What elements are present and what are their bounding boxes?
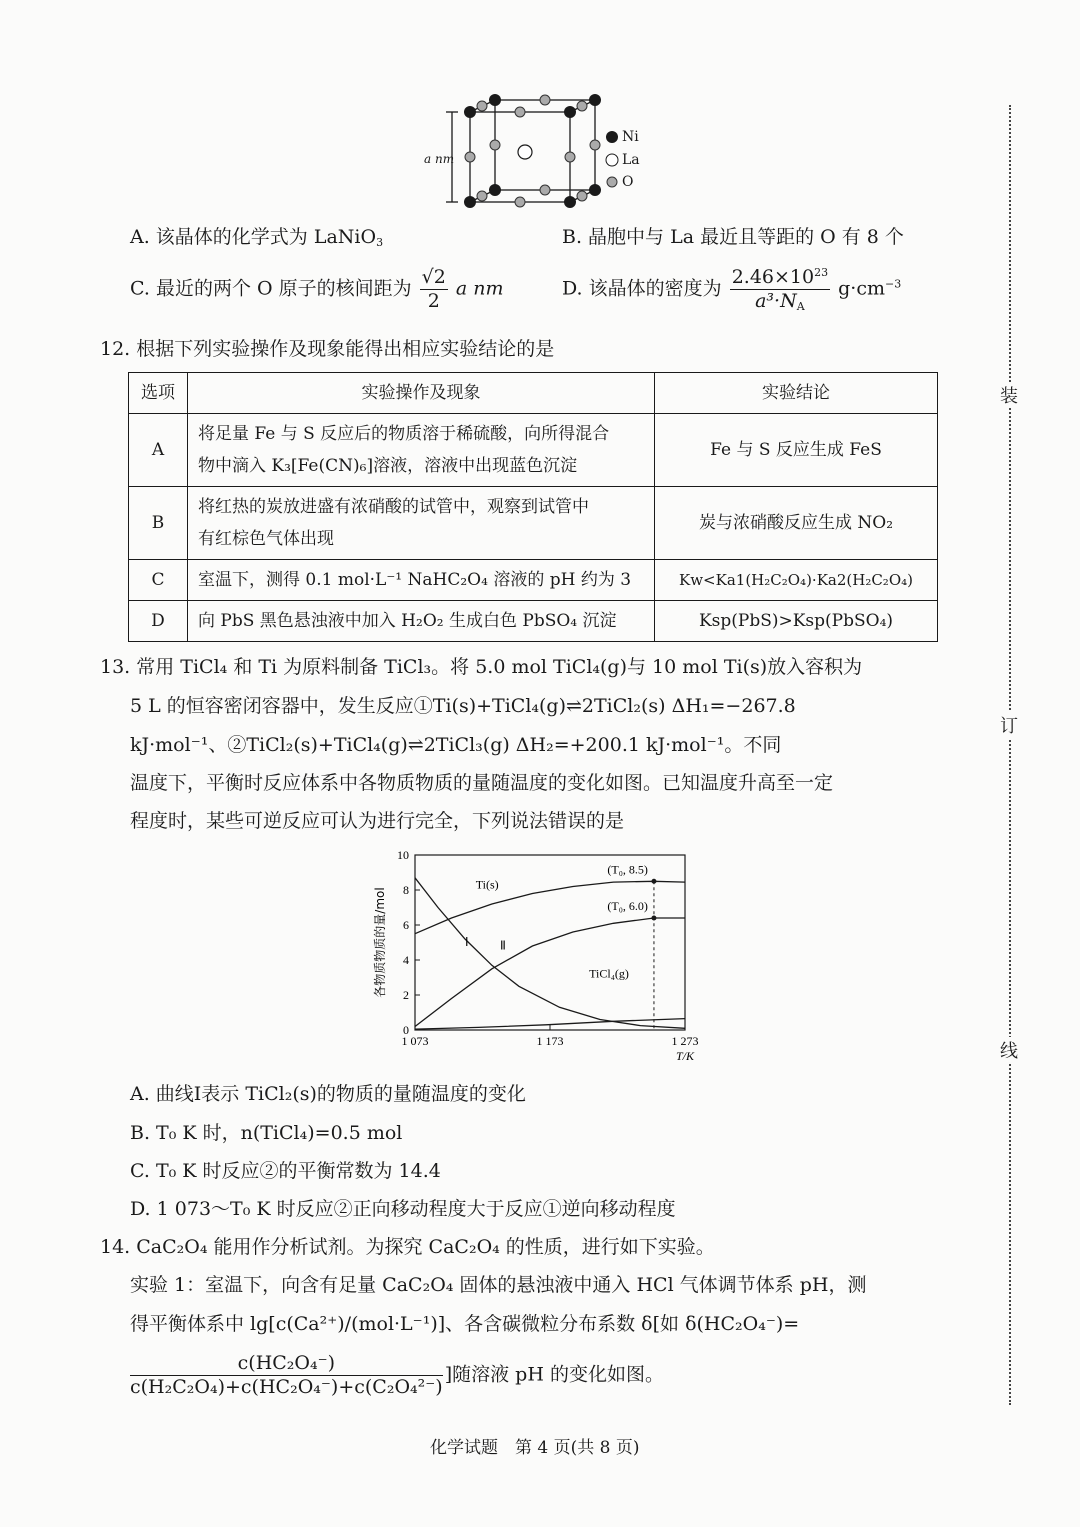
series-label-1: Ⅰ	[464, 935, 469, 949]
page-footer: 化学试题 第 4 页(共 8 页)	[430, 1438, 640, 1458]
row-b-option: B	[129, 487, 188, 560]
legend-o: O	[622, 174, 634, 190]
annotation-t0-8.5: (T₀, 8.5)	[607, 862, 648, 877]
y-tick-label: 8	[403, 883, 409, 897]
table-row	[129, 414, 938, 487]
y-tick-label: 0	[403, 1023, 409, 1037]
x-tick-label: 1 073	[401, 1034, 429, 1048]
q13-stem-line-5: 程度时，某些可逆反应可认为进行完全，下列说法错误的是	[130, 810, 625, 832]
row-c-option: C	[129, 560, 188, 601]
y-axis-label: 各物质物质的量/mol	[373, 887, 387, 998]
row-c-operation: 室温下，测得 0.1 mol·L⁻¹ NaHC₂O₄ 溶液的 pH 约为 3	[188, 560, 655, 601]
table-row	[129, 601, 938, 642]
binding-char-xian: 线	[1000, 1037, 1018, 1063]
legend-la: La	[622, 152, 640, 168]
row-b-conclusion: 炭与浓硝酸反应生成 NO₂	[655, 487, 938, 560]
q13-stem-line-1: 13. 常用 TiCl₄ 和 Ti 为原料制备 TiCl₃。将 5.0 mol TiCl₄(g)与 10 mol Ti(s)放入容积为	[100, 656, 863, 678]
q13-stem-line-4: 温度下，平衡时反应体系中各物质物质的量随温度的变化如图。已知温度升高至一定	[130, 772, 834, 794]
binding-dotted-line	[1009, 105, 1011, 1405]
q13-option-d: D. 1 073～T₀ K 时反应②正向移动程度大于反应①逆向移动程度	[130, 1198, 676, 1220]
row-d-option: D	[129, 601, 188, 642]
annotation-t0-6.0: (T₀, 6.0)	[607, 899, 648, 913]
q13-chart	[360, 842, 720, 1072]
row-d-conclusion: Ksp(PbS)>Ksp(PbSO₄)	[655, 601, 938, 642]
q11-option-d: D. 该晶体的密度为 $\frac{2.46\times 10^{23}}{a^3\cdot N_A}$ $g\cdot cm^{-3}$	[562, 266, 902, 313]
series-label-0: Ti(s)	[475, 877, 499, 892]
row-a-operation: 将足量 Fe 与 S 反应后的物质溶于稀硫酸，向所得混合 物中滴入 K₃[Fe(CN)₆]溶液，溶液中出现蓝色沉淀	[188, 414, 655, 487]
q13-option-b: B. T₀ K 时，n(TiCl₄)=0.5 mol	[130, 1122, 403, 1144]
q11-option-a: A. 该晶体的化学式为 LaNiO$_3$	[130, 226, 384, 249]
q13-stem-line-2: 5 L 的恒容密闭容器中，发生反应①Ti(s)+TiCl₄(g)⇌2TiCl₂(s) ΔH₁=−267.8	[130, 695, 796, 717]
q13-option-a: A. 曲线Ⅰ表示 TiCl₂(s)的物质的量随温度的变化	[130, 1083, 526, 1105]
series-label-3: TiCl₄(g)	[589, 966, 629, 981]
q13-option-c: C. T₀ K 时反应②的平衡常数为 14.4	[130, 1160, 441, 1182]
series-line-2	[415, 918, 685, 1027]
y-tick-label: 6	[403, 918, 409, 932]
row-d-operation: 向 PbS 黑色悬浊液中加入 H₂O₂ 生成白色 PbSO₄ 沉淀	[188, 601, 655, 642]
y-tick-label: 4	[403, 953, 409, 967]
binding-char-zhuang: 装	[1000, 382, 1018, 408]
q11-option-b: B. 晶胞中与 La 最近且等距的 O 有 8 个	[562, 226, 904, 248]
binding-char-ding: 订	[1000, 712, 1018, 738]
crystal-dim-label: a nm	[424, 152, 455, 166]
table-header-row	[129, 373, 938, 414]
point-t0-8.5	[651, 879, 656, 884]
legend-ni: Ni	[622, 129, 639, 145]
q14-stem: 14. CaC₂O₄ 能用作分析试剂。为探究 CaC₂O₄ 的性质，进行如下实验。	[100, 1236, 715, 1258]
y-tick-label: 2	[403, 988, 409, 1002]
x-tick-label: 1 273	[671, 1034, 699, 1048]
q13-stem-line-3: kJ·mol⁻¹、②TiCl₂(s)+TiCl₄(g)⇌2TiCl₃(g) ΔH₂=+200.1 kJ·mol⁻¹。不同	[130, 734, 782, 756]
table-row	[129, 560, 938, 601]
col-header-conclusion: 实验结论	[655, 373, 938, 414]
series-label-2: Ⅱ	[500, 938, 506, 953]
row-c-conclusion: Kw<Ka1(H₂C₂O₄)·Ka2(H₂C₂O₄)	[655, 560, 938, 601]
point-t0-6.0	[651, 916, 656, 921]
q14-fraction-line: $\frac{\text{c(HC₂O₄⁻)}}{\text{c(H₂C₂O₄)+c(HC₂O₄⁻)+c(C₂O₄²⁻)}}$ ]随溶液 pH 的变化如图。	[130, 1352, 664, 1398]
row-b-operation: 将红热的炭放进盛有浓硝酸的试管中，观察到试管中 有红棕色气体出现	[188, 487, 655, 560]
q14-line-1: 实验 1：室温下，向含有足量 CaC₂O₄ 固体的悬浊液中通入 HCl 气体调节体系 pH，测	[130, 1274, 867, 1296]
q11-option-c: C. 最近的两个 O 原子的核间距为 $\frac{√2}{2}$ a nm	[130, 266, 504, 312]
x-axis-label: T/K	[675, 1049, 695, 1063]
row-a-option: A	[129, 414, 188, 487]
table-row	[129, 487, 938, 560]
q14-line-2: 得平衡体系中 lg[c(Ca²⁺)/(mol·L⁻¹)]、各含碳微粒分布系数 δ[如 δ(HC₂O₄⁻)=	[130, 1313, 800, 1335]
y-tick-label: 10	[397, 848, 409, 862]
q12-table	[128, 372, 938, 642]
x-tick-label: 1 173	[536, 1034, 564, 1048]
col-header-option: 选项	[129, 373, 188, 414]
row-a-conclusion: Fe 与 S 反应生成 FeS	[655, 414, 938, 487]
q12-stem: 12. 根据下列实验操作及现象能得出相应实验结论的是	[100, 338, 555, 360]
col-header-operation: 实验操作及现象	[188, 373, 655, 414]
